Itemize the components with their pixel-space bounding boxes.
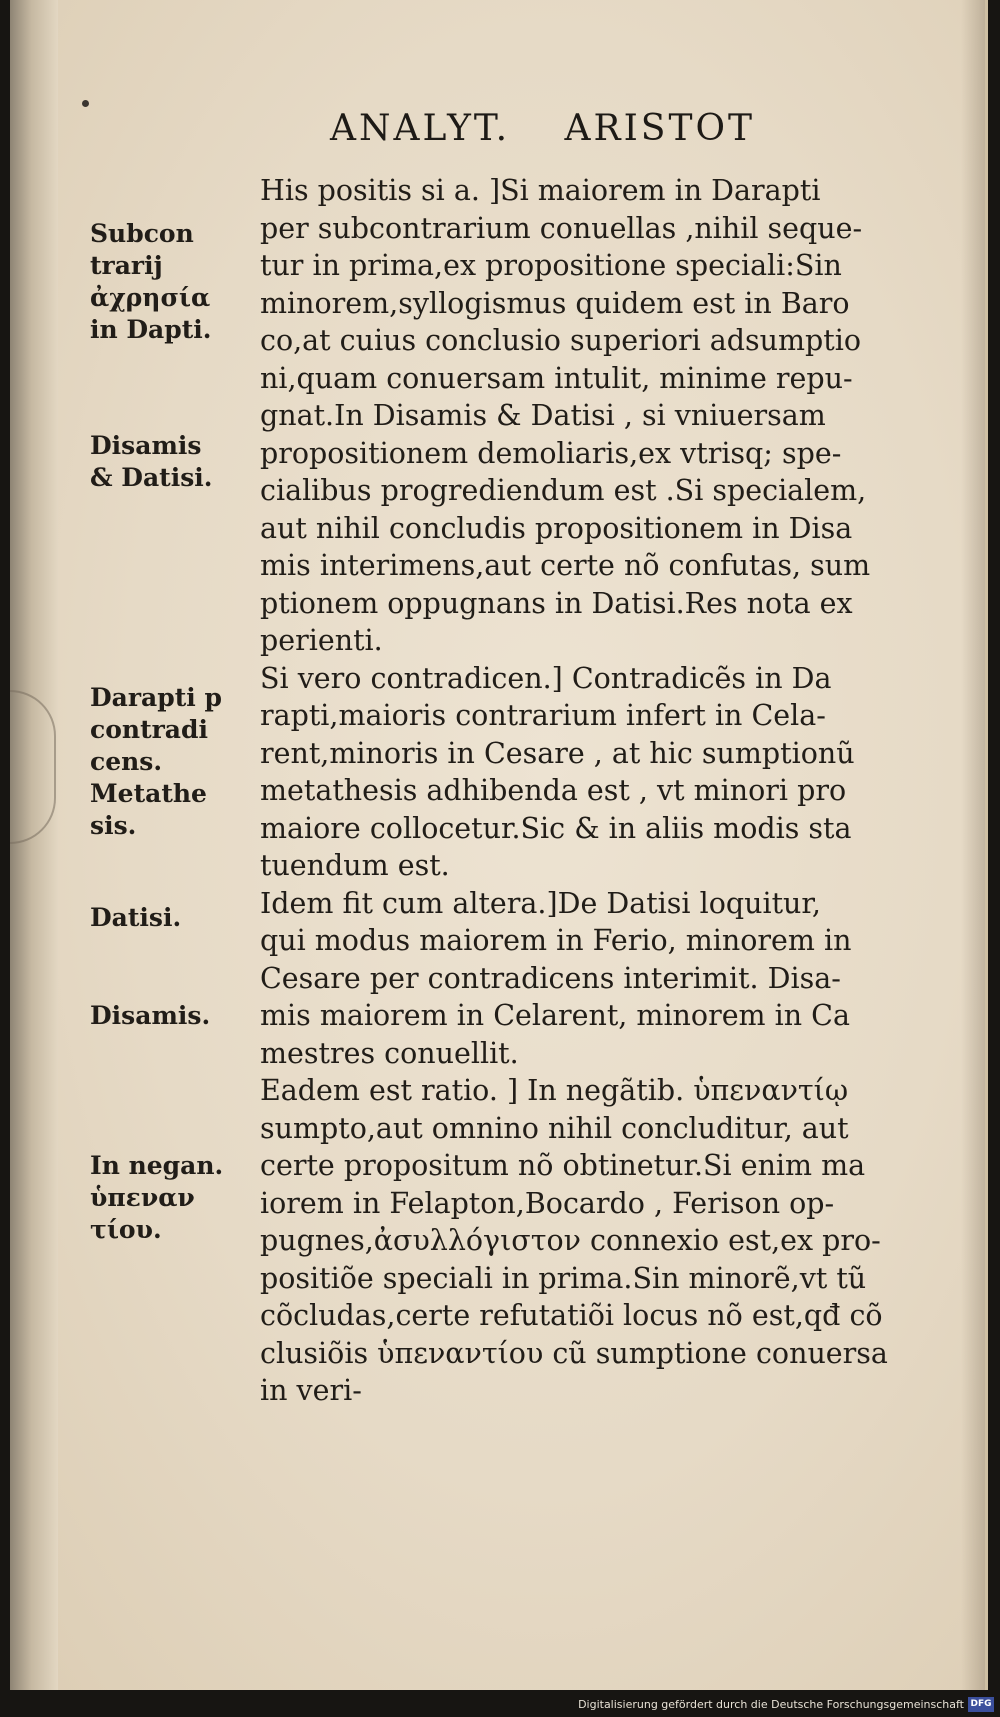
margin-note-line: In negan. [90, 1151, 224, 1180]
text-line: sumpto,aut omnino nihil concluditur, aut [260, 1111, 849, 1145]
margin-note-disamis-datisi [90, 430, 250, 494]
margin-note-line: τίου. [90, 1215, 162, 1244]
page-edge-shadow [961, 0, 985, 1690]
text-line: per subcontrarium conuellas ,nihil seque- [260, 211, 863, 245]
running-head-left: ANALYT. [330, 108, 511, 149]
margin-note-line: sis. [90, 811, 137, 840]
text-line: rapti,maioris contrarium infert in Cela- [260, 699, 826, 732]
running-head [330, 108, 890, 149]
margin-note-line: Metathe [90, 779, 207, 808]
running-head-right: ARISTOT [564, 108, 756, 149]
text-line: minorem,syllogismus quidem est in Baro [260, 286, 850, 320]
text-line: maiore collocetur.Sic & in aliis modis sta [260, 811, 852, 845]
text-line: Si vero contradicen.] Contradicẽs in Da [260, 661, 832, 695]
main-text-block [260, 172, 930, 1410]
text-line: aut nihil concludis propositionem in Disa [260, 511, 853, 545]
book-page [10, 0, 988, 1690]
margin-note-in-negan [90, 1150, 250, 1246]
margin-note-darapti [90, 682, 250, 842]
margin-note-line: in Dapti. [90, 315, 212, 344]
text-line: propositionem demoliaris,ex vtrisq; spe- [260, 436, 842, 470]
margin-note-line: trarij [90, 251, 163, 280]
text-line: His positis si a. ]Si maiorem in Darapti [260, 174, 821, 207]
text-line: perienti. [260, 624, 383, 657]
text-line: cialibus progrediendum est .Si specialem, [260, 474, 867, 507]
text-line: Idem fit cum altera.]De Datisi loquitur, [260, 886, 821, 920]
text-line: clusiõis ὑπεναντίου cũ sumptione conuersa [260, 1336, 888, 1370]
ink-dot [82, 100, 89, 107]
text-line: mis interimens,aut certe nõ confutas, sum [260, 549, 871, 582]
text-line: Cesare per contradicens interimit. Disa- [260, 961, 841, 995]
text-line: iorem in Felapton,Bocardo , Ferison op- [260, 1186, 835, 1220]
text-line: ni,quam conuersam intulit, minime repu- [260, 361, 853, 395]
text-line: ptionem oppugnans in Datisi.Res nota ex [260, 586, 853, 620]
page-tab-mark [10, 690, 56, 844]
text-line: tur in prima,ex propositione speciali:Sin [260, 249, 842, 282]
text-line: co,at cuius conclusio superiori adsumptio [260, 324, 862, 357]
margin-note-line: ἀχρησία [90, 283, 211, 312]
text-line: cõcludas,certe refutatiõi locus nõ est,qđ cõ [260, 1299, 883, 1332]
margin-note-line: Subcon [90, 219, 194, 248]
margin-note-line: ὑπεναν [90, 1183, 195, 1212]
margin-note-line: Darapti p [90, 683, 222, 712]
text-line: in veri- [260, 1374, 362, 1407]
margin-note-subcontrarii [90, 218, 250, 346]
text-line: mestres conuellit. [260, 1036, 519, 1070]
margin-note-line: Disamis. [90, 1001, 211, 1030]
margin-note-line: contradi [90, 715, 208, 744]
text-line: pugnes,ἀσυλλόγιστον connexio est,ex pro- [260, 1224, 881, 1257]
text-line: qui modus maiorem in Ferio, minorem in [260, 924, 852, 957]
text-line: gnat.In Disamis & Datisi , si vniuersam [260, 399, 826, 432]
funding-credit: Digitalisierung gefördert durch die Deutsche Forschungsgemeinschaft [578, 1698, 964, 1711]
margin-note-line: & Datisi. [90, 463, 213, 492]
text-line: rent,minoris in Cesare , at hic sumptionũ [260, 736, 855, 770]
margin-note-line: Disamis [90, 431, 202, 460]
text-line: metathesis adhibenda est , vt minori pro [260, 774, 847, 807]
text-line: tuendum est. [260, 849, 450, 882]
dfg-logo: DFG [968, 1697, 994, 1712]
text-line: certe propositum nõ obtinetur.Si enim ma [260, 1149, 866, 1182]
text-line: Eadem est ratio. ] In negãtib. ὑπεναντίῳ [260, 1074, 849, 1107]
margin-note-line: cens. [90, 747, 163, 776]
margin-note-line: Datisi. [90, 903, 182, 932]
text-line: positiõe speciali in prima.Sin minorẽ,vt tũ [260, 1261, 867, 1295]
page-gutter-shadow [10, 0, 58, 1690]
footer-bar [0, 1694, 1000, 1717]
margin-note-disamis [90, 1000, 250, 1032]
margin-note-datisi [90, 902, 250, 934]
text-line: mis maiorem in Celarent, minorem in Ca [260, 999, 850, 1032]
